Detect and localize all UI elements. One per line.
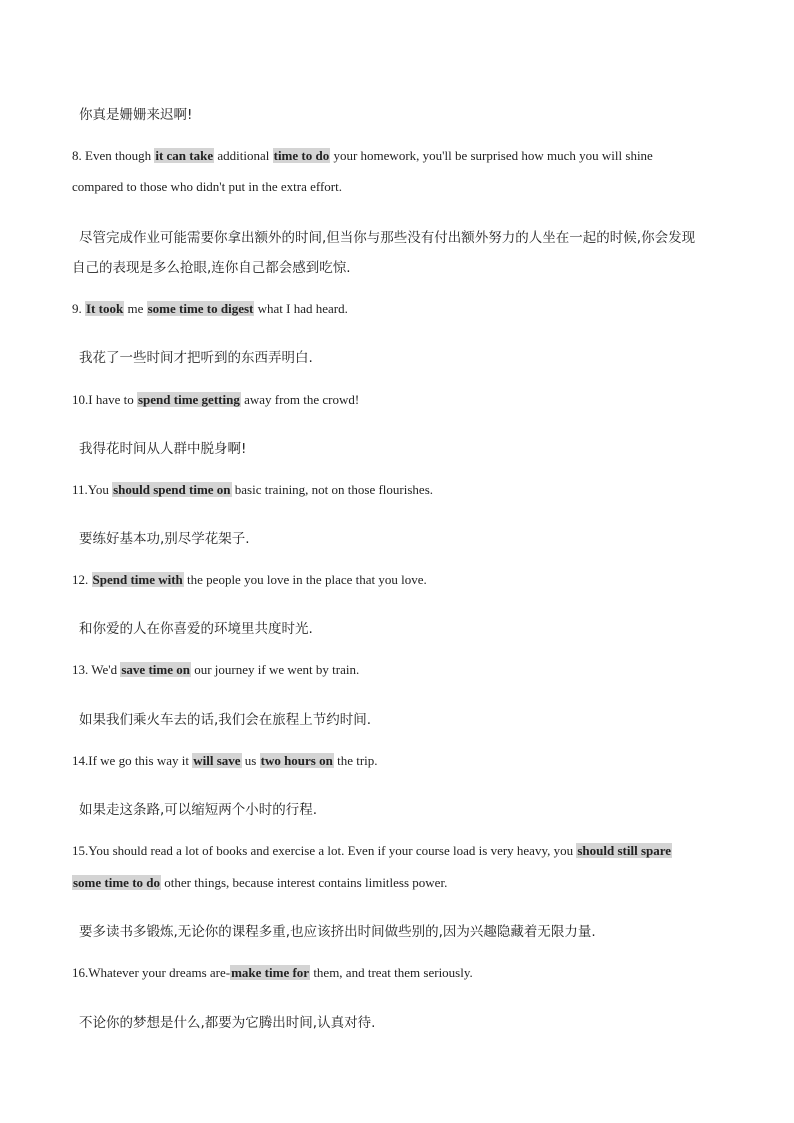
translation-9 [79, 346, 313, 366]
sentence-number: 13. [72, 662, 89, 677]
sentence-number: 16. [72, 965, 89, 980]
sentence-segments [85, 148, 653, 163]
highlighted-phrase: should still spare [577, 843, 672, 858]
sentence-number: 12. [72, 572, 89, 587]
sentence-10 [72, 392, 359, 408]
sentence-14 [72, 753, 378, 769]
sentence-text: If we go this way it [88, 753, 193, 768]
sentence-11 [72, 482, 433, 498]
sentence-number: 8. [72, 148, 82, 163]
translation-11 [79, 527, 250, 547]
translation-text: 我得花时间从人群中脱身啊! [79, 441, 247, 457]
sentence-segments [92, 572, 427, 587]
sentence-text: us [241, 753, 260, 768]
sentence-segments [88, 392, 359, 407]
highlighted-phrase: two hours on [260, 753, 333, 768]
sentence-15-line-2 [72, 875, 447, 891]
highlighted-phrase: will save [193, 753, 241, 768]
sentence-text: your homework, you'll be surprised how much you will shine [330, 148, 653, 163]
sentence-text: additional [214, 148, 273, 163]
translation-8-line-2 [72, 256, 351, 276]
highlighted-phrase: it can take [155, 148, 214, 163]
sentence-number: 9. [72, 301, 82, 316]
highlighted-phrase: some time to digest [147, 301, 254, 316]
sentence-8-line-2 [72, 179, 342, 195]
translation-10 [79, 437, 246, 457]
sentence-text: I have to [88, 392, 137, 407]
sentence-text: the trip. [333, 753, 378, 768]
translation-14 [79, 798, 317, 818]
sentence-15-line-1 [72, 843, 672, 859]
sentence-segments [88, 753, 377, 768]
sentence-number: 11. [72, 482, 88, 497]
sentence-12 [72, 572, 427, 588]
highlighted-phrase: spend time getting [137, 392, 240, 407]
sentence-segments [72, 875, 447, 890]
translation-text: 要练好基本功,别尽学花架子. [79, 531, 250, 547]
highlighted-phrase: should spend time on [113, 482, 231, 497]
sentence-text: away from the crowd! [240, 392, 360, 407]
translation-13 [79, 708, 371, 728]
sentence-segments [91, 662, 359, 677]
highlighted-phrase: make time for [231, 965, 310, 980]
sentence-text: We'd [91, 662, 121, 677]
sentence-text: You [87, 482, 113, 497]
sentence-16 [72, 965, 473, 981]
sentence-number: 15. [72, 843, 89, 858]
sentence-number: 10. [72, 392, 89, 407]
translation-text: 尽管完成作业可能需要你拿出额外的时间,但当你与那些没有付出额外努力的人坐在一起的时候,你会发现 [79, 230, 696, 246]
sentence-8-line-1 [72, 148, 653, 164]
translation-7 [79, 103, 192, 123]
translation-text: 如果走这条路,可以缩短两个小时的行程. [79, 802, 318, 818]
sentence-13 [72, 662, 359, 678]
sentence-segments [85, 301, 348, 316]
sentence-segments [88, 482, 433, 497]
sentence-9 [72, 301, 348, 317]
translation-text: 要多读书多锻炼,无论你的课程多重,也应该挤出时间做些别的,因为兴趣隐藏着无限力量. [79, 924, 596, 940]
sentence-segments [88, 965, 473, 980]
translation-text: 不论你的梦想是什么,都要为它腾出时间,认真对待. [79, 1015, 376, 1031]
sentence-text: our journey if we went by train. [190, 662, 360, 677]
sentence-text: me [124, 301, 147, 316]
sentence-segments [88, 843, 672, 858]
highlighted-phrase: Spend time with [92, 572, 183, 587]
sentence-text: Even though [85, 148, 155, 163]
highlighted-phrase: save time on [121, 662, 190, 677]
sentence-text: what I had heard. [254, 301, 348, 316]
sentence-text: You should read a lot of books and exercise a lot. Even if your course load is very heavy, you [88, 843, 577, 858]
sentence-text: other things, because interest contains limitless power. [161, 875, 448, 890]
translation-12 [79, 617, 313, 637]
sentence-text: the people you love in the place that you love. [183, 572, 427, 587]
highlighted-phrase: time to do [273, 148, 330, 163]
translation-16 [79, 1011, 375, 1031]
translation-text: 我花了一些时间才把听到的东西弄明白. [79, 350, 313, 366]
translation-text: 自己的表现是多么抢眼,连你自己都会感到吃惊. [72, 260, 351, 276]
sentence-text: compared to those who didn't put in the extra effort. [72, 179, 342, 194]
translation-8-line-1 [79, 226, 695, 246]
translation-text: 你真是姗姗来迟啊! [79, 107, 193, 123]
highlighted-phrase: some time to do [73, 875, 161, 890]
sentence-number: 14. [72, 753, 89, 768]
translation-text: 和你爱的人在你喜爱的环境里共度时光. [79, 621, 313, 637]
sentence-text: basic training, not on those flourishes. [231, 482, 433, 497]
sentence-text: them, and treat them seriously. [310, 965, 473, 980]
sentence-text: Whatever your dreams are- [88, 965, 231, 980]
translation-15 [79, 920, 596, 940]
translation-text: 如果我们乘火车去的话,我们会在旅程上节约时间. [79, 712, 372, 728]
highlighted-phrase: It took [86, 301, 124, 316]
